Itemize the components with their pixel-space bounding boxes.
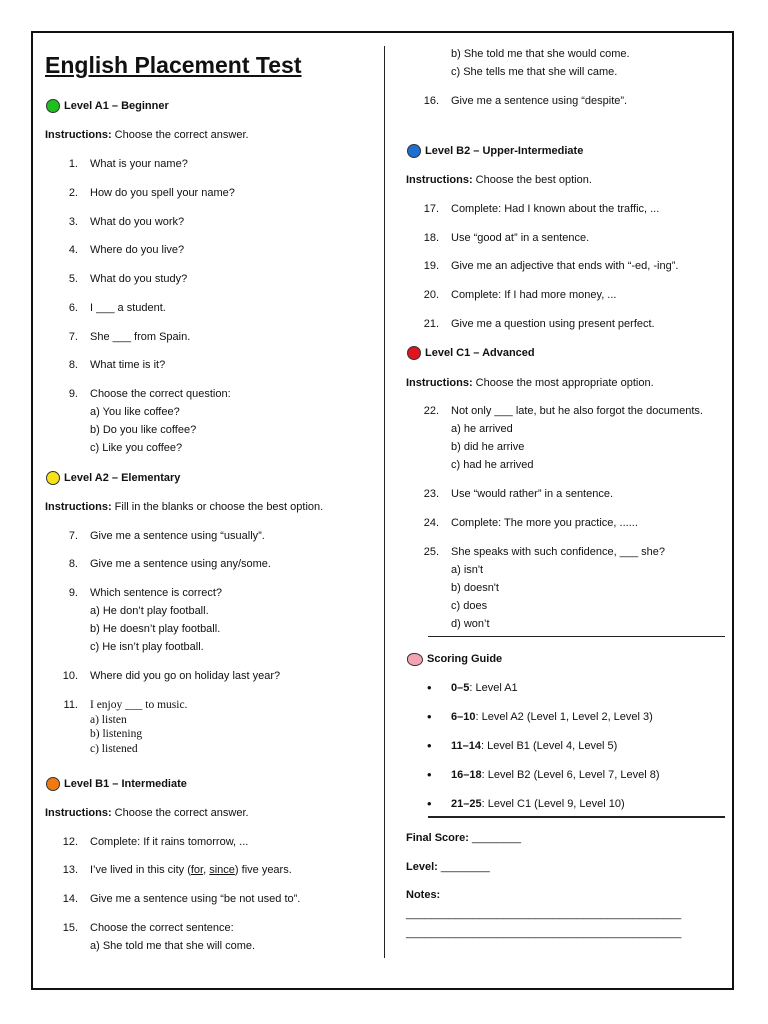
question-text: Choose the correct sentence: [90, 922, 234, 934]
question-text: Use “good at” in a sentence. [451, 232, 590, 244]
final-score-field[interactable] [406, 831, 521, 845]
section-rule [428, 816, 725, 818]
a1-instructions [45, 128, 249, 142]
question-text: What do you work? [90, 216, 185, 228]
column-divider [384, 46, 385, 958]
instructions-label: Instructions: [45, 807, 112, 819]
answer-option: b) doesn't [451, 582, 499, 594]
question-text: She speaks with such confidence, ___ she? [451, 546, 666, 558]
text-segment: , [203, 864, 210, 876]
question-text: Not only ___ late, but he also forgot the documents. [451, 405, 703, 417]
question-text: Complete: If it rains tomorrow, ... [90, 836, 249, 848]
notes-label [406, 888, 440, 902]
question-text: She ___ from Spain. [90, 331, 191, 343]
question-text: Complete: If I had more money, ... [451, 289, 617, 301]
question-text: Give me a sentence using any/some. [90, 558, 271, 570]
score-range: 21–25 [451, 798, 482, 810]
score-level: : Level B2 (Level 6, Level 7, Level 8) [481, 769, 660, 781]
answer-option: a) You like coffee? [90, 406, 180, 418]
question-text: Give me a sentence using “usually”. [90, 530, 265, 542]
answer-option: c) Like you coffee? [90, 442, 183, 454]
level-b2-heading [407, 144, 583, 158]
question-text: How do you spell your name? [90, 187, 235, 199]
question-number: 15. [62, 922, 78, 934]
score-range: 11–14 [451, 740, 481, 752]
yellow-circle-icon [46, 471, 60, 485]
question-number: 17. [423, 203, 439, 215]
list-item [406, 545, 726, 631]
question-number: 24. [423, 517, 439, 529]
list-item [406, 404, 726, 474]
question-number: 8. [68, 359, 78, 371]
answer-option: b) Do you like coffee? [90, 424, 197, 436]
question-number: 1. [68, 158, 78, 170]
level-b1-title: Level B1 – Intermediate [64, 778, 187, 790]
green-circle-icon [46, 99, 60, 113]
question-text: Use “would rather” in a sentence. [451, 488, 614, 500]
c1-instructions [406, 376, 654, 390]
question-number: 11. [63, 699, 78, 711]
bullet-icon: • [427, 738, 432, 753]
answer-option: a) He don’t play football. [90, 605, 209, 617]
question-number: 9. [68, 587, 78, 599]
question-number: 16. [423, 95, 439, 107]
score-range: 16–18 [451, 769, 482, 781]
question-text: Give me a question using present perfect. [451, 318, 655, 330]
question-number: 3. [68, 216, 78, 228]
notes-line[interactable]: _____________________________________________ [406, 927, 682, 939]
text-segment: I’ve lived in this city ( [90, 864, 191, 876]
question-text: Give me a sentence using “despite”. [451, 95, 628, 107]
answer-option: a) She told me that she will come. [90, 940, 256, 952]
question-text: Complete: Had I known about the traffic, ... [451, 203, 660, 215]
notes-line[interactable]: _____________________________________________ [406, 908, 682, 920]
answer-option: a) he arrived [451, 423, 513, 435]
instructions-text: Choose the best option. [472, 174, 592, 186]
scoring-guide-heading [407, 652, 502, 666]
bullet-icon: • [427, 680, 432, 695]
b2-instructions [406, 173, 592, 187]
blue-circle-icon [407, 144, 421, 158]
question-number: 21. [423, 318, 439, 330]
question-number: 20. [423, 289, 439, 301]
list-item [45, 387, 375, 457]
instructions-label: Instructions: [45, 129, 112, 141]
answer-option: c) listened [90, 743, 138, 755]
level-b2-title: Level B2 – Upper-Intermediate [425, 145, 584, 157]
question-number: 7. [68, 530, 78, 542]
section-rule [428, 636, 725, 637]
question-number: 8. [68, 558, 78, 570]
scoring-guide-title: Scoring Guide [427, 653, 503, 665]
instructions-text: Choose the most appropriate option. [472, 377, 654, 389]
level-a2-title: Level A2 – Elementary [64, 472, 181, 484]
question-text: Where do you live? [90, 244, 185, 256]
question-text: Complete: The more you practice, ...... [451, 517, 638, 529]
instructions-text: Choose the correct answer. [111, 807, 249, 819]
answer-option: c) does [451, 600, 488, 612]
question-text [90, 863, 292, 877]
text-segment: ) five years. [234, 864, 292, 876]
level-field[interactable] [406, 860, 490, 874]
question-text: Where did you go on holiday last year? [90, 670, 281, 682]
page-title: English Placement Test [45, 52, 302, 78]
level-b1-heading [46, 777, 187, 791]
a2-instructions [45, 500, 323, 514]
answer-option: a) listen [90, 714, 127, 726]
question-number: 18. [423, 232, 439, 244]
level-label: Level: [406, 861, 438, 873]
score-level: : Level B1 (Level 4, Level 5) [480, 740, 618, 752]
score-level: : Level A1 [469, 682, 518, 694]
answer-option: a) isn't [451, 564, 484, 576]
answer-option: d) won’t [451, 618, 490, 630]
answer-option: c) had he arrived [451, 459, 534, 471]
score-range: 0–5 [451, 682, 470, 694]
bullet-icon: • [427, 709, 432, 724]
bullet-icon: • [427, 767, 432, 782]
question-number: 7. [68, 331, 78, 343]
instructions-label: Instructions: [45, 501, 112, 513]
level-blank: ________ [437, 861, 490, 873]
question-text: Choose the correct question: [90, 388, 231, 400]
question-text: Give me an adjective that ends with “-ed, -ing”. [451, 260, 679, 272]
brain-icon [407, 653, 423, 666]
question-number: 4. [68, 244, 78, 256]
question-number: 6. [68, 302, 78, 314]
question-number: 23. [423, 488, 439, 500]
notes-label-text: Notes: [406, 889, 441, 901]
list-item [45, 698, 375, 756]
underlined-option: for [190, 864, 204, 876]
question-number: 2. [68, 187, 78, 199]
score-range: 6–10 [451, 711, 476, 723]
instructions-label: Instructions: [406, 174, 473, 186]
underlined-option: since [209, 864, 235, 876]
question-number: 12. [62, 836, 78, 848]
level-a1-heading [46, 99, 169, 113]
question-text: Give me a sentence using “be not used to”. [90, 893, 301, 905]
question-number: 13. [62, 864, 78, 876]
answer-option: c) He isn’t play football. [90, 641, 204, 653]
question-text: What time is it? [90, 359, 166, 371]
score-level: : Level A2 (Level 1, Level 2, Level 3) [475, 711, 653, 723]
answer-option: b) listening [90, 728, 143, 740]
orange-circle-icon [46, 777, 60, 791]
answer-option: b) He doesn’t play football. [90, 623, 221, 635]
question-number: 5. [68, 273, 78, 285]
level-c1-title: Level C1 – Advanced [425, 347, 535, 359]
level-c1-heading [407, 346, 535, 360]
instructions-text: Fill in the blanks or choose the best option. [111, 501, 324, 513]
level-a2-heading [46, 471, 180, 485]
question-number: 14. [62, 893, 78, 905]
question-number: 9. [68, 388, 78, 400]
question-number: 10. [62, 670, 78, 682]
question-text: I enjoy ___ to music. [90, 699, 188, 711]
level-a1-title: Level A1 – Beginner [64, 100, 169, 112]
question-text: What do you study? [90, 273, 188, 285]
question-number: 19. [423, 260, 439, 272]
final-score-blank: ________ [468, 832, 521, 844]
final-score-label: Final Score: [406, 832, 469, 844]
answer-option: c) She tells me that she will came. [451, 66, 618, 78]
question-text: What is your name? [90, 158, 188, 170]
red-circle-icon [407, 346, 421, 360]
question-text: Which sentence is correct? [90, 587, 223, 599]
score-level: : Level C1 (Level 9, Level 10) [481, 798, 625, 810]
bullet-icon: • [427, 796, 432, 811]
b1-instructions [45, 806, 249, 820]
answer-option: b) did he arrive [451, 441, 525, 453]
question-number: 22. [423, 405, 439, 417]
list-item [45, 586, 375, 656]
instructions-label: Instructions: [406, 377, 473, 389]
answer-option: b) She told me that she would come. [451, 48, 630, 60]
question-text: I ___ a student. [90, 302, 166, 314]
question-number: 25. [423, 546, 439, 558]
instructions-text: Choose the correct answer. [111, 129, 249, 141]
